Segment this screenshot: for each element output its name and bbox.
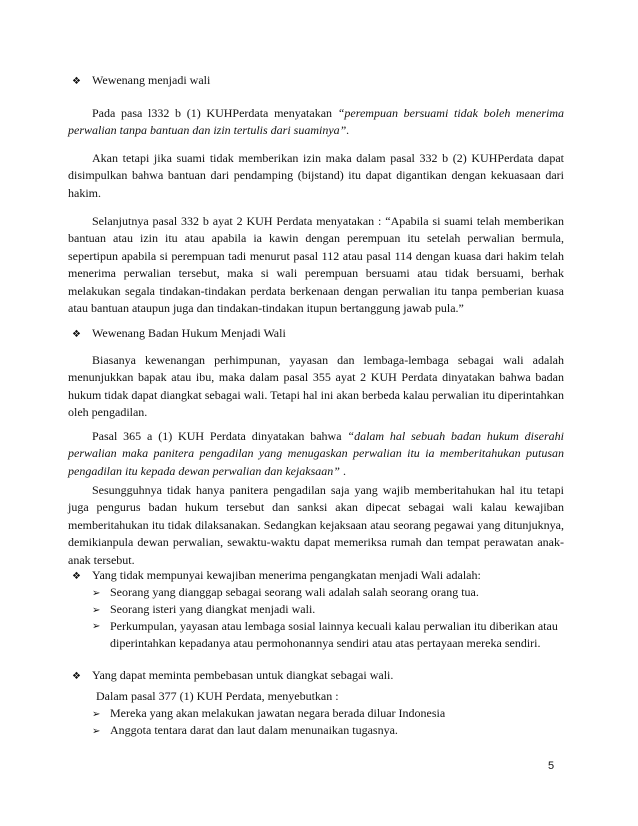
diamond-bullet-icon: ❖ — [72, 76, 81, 87]
paragraph-3: Selanjutnya pasal 332 b ayat 2 KUH Perdata menyatakan : “Apabila si suami telah memberikan bantuan atau izin itu atau apabila ia kawin dengan perempuan itu setelah perwalian bermula, sepertipun apabila si perempuan tadi menurut pasal 112 atau pasal 114 dengan kuasa dari hakim telah menerima perwalian tersebut, maka si wali perempuan bersuami atau tidak bersuami, berhak melakukan segala tindakan-tindakan perdata berkenaan dengan perwalian itu tanpa pemberian kuasa atau bantuan ataupun juga dan tindakan-tindakan itupun bertanggung jawab pula.” — [68, 214, 564, 316]
list-item: ➢ Mereka yang akan melakukan jawatan negara berada diluar Indonesia — [92, 705, 562, 723]
paragraph-5: Pasal 365 a (1) KUH Perdata dinyatakan bahwa “dalam hal sebuah badan hukum diserahi perwalian maka panitera pengadilan yang menugaskan perwalian itu ia memberitahukan putusan pengadilan itu kepada dewan perwalian dan kejaksaan” . — [68, 429, 564, 478]
list-item: ➢ Perkumpulan, yayasan atau lembaga sosial lainnya kecuali kalau perwalian itu diberikan atau diperintahkan kepadanya atau permohonannya sendiri atau atas pertayaan mereka sendiri. — [92, 619, 558, 650]
paragraph-4: Biasanya kewenangan perhimpunan, yayasan dan lembaga-lembaga sebagai wali adalah menunjukkan bapak atau ibu, maka dalam pasal 355 ayat 2 KUH Perdata dinyatakan bahwa badan hukum tidak dapat diangkat sebagai wali. Tetapi hal ini akan berbeda kalau perwalian itu diperintahkan oleh pengadilan. — [68, 353, 564, 420]
arrow-bullet-icon: ➢ — [92, 621, 101, 632]
diamond-bullet-icon: ❖ — [72, 671, 81, 682]
list-item: ➢ Seorang yang dianggap sebagai seorang wali adalah salah seorang orang tua. — [92, 584, 562, 602]
arrow-bullet-icon: ➢ — [92, 726, 101, 737]
section-heading-tidak-wajib: ❖ Yang tidak mempunyai kewajiban menerima pengangkatan menjadi Wali adalah: — [72, 567, 562, 585]
paragraph-1: Pada pasa l332 b (1) KUHPerdata menyatakan “perempuan bersuami tidak boleh menerima perwalian tanpa bantuan dan izin tertulis dari suaminya”. — [68, 106, 564, 138]
list-item: ➢ Anggota tentara darat dan laut dalam menunaikan tugasnya. — [92, 722, 562, 740]
page-number: 5 — [548, 760, 555, 772]
list-item: ➢ Seorang isteri yang diangkat menjadi wali. — [92, 601, 562, 619]
arrow-bullet-icon: ➢ — [92, 588, 101, 599]
section-heading-badan-hukum: ❖ Wewenang Badan Hukum Menjadi Wali — [72, 325, 562, 343]
paragraph-7: Dalam pasal 377 (1) KUH Perdata, menyebutkan : — [96, 689, 339, 703]
section-heading-wewenang-wali: ❖ Wewenang menjadi wali — [72, 72, 562, 90]
paragraph-2: Akan tetapi jika suami tidak memberikan izin maka dalam pasal 332 b (2) KUHPerdata dapat disimpulkan bahwa bantuan dari pendamping (bijstand) itu dapat digantikan dengan kekuasaan dari hakim. — [68, 151, 564, 200]
arrow-bullet-icon: ➢ — [92, 709, 101, 720]
paragraph-6: Sesungguhnya tidak hanya panitera pengadilan saja yang wajib memberitahukan hal itu tetapi juga pengurus badan hukum tersebut dan sanksi akan dipecat sebagai wali kalau kewajiban memberitahukan itu tidak dilaksanakan. Sedangkan kejaksaan atau seorang pegawai yang ditunjuknya, demikianpula dewan perwalian, sewaktu-waktu dapat memeriksa rumah dan tempat perawatan anak-anak tersebut. — [68, 483, 564, 567]
arrow-bullet-icon: ➢ — [92, 605, 101, 616]
section-heading-pembebasan: ❖ Yang dapat meminta pembebasan untuk diangkat sebagai wali. — [72, 667, 562, 685]
diamond-bullet-icon: ❖ — [72, 571, 81, 582]
diamond-bullet-icon: ❖ — [72, 329, 81, 340]
